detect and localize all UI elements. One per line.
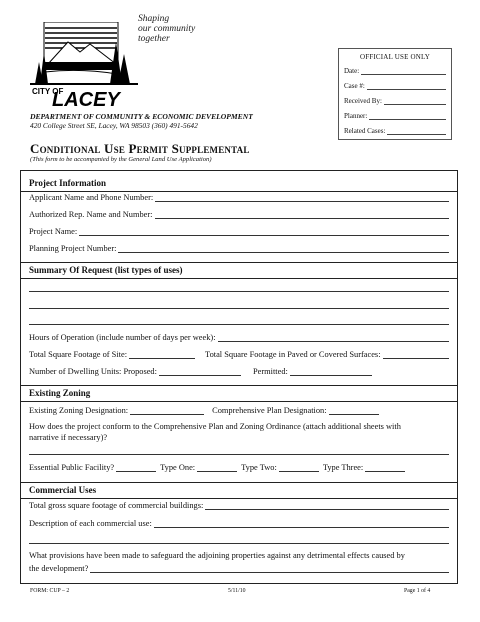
conform-question: How does the project conform to the Comprehensive Plan and Zoning Ordinance (attach additional sheets with — [29, 422, 401, 431]
sqft-paved-field[interactable] — [383, 350, 449, 359]
summary-line[interactable] — [29, 308, 449, 309]
official-use-box — [338, 48, 452, 140]
official-planner-field[interactable] — [369, 112, 446, 120]
logo-lacey: LACEY — [52, 89, 120, 108]
dwelling-proposed-field[interactable] — [159, 367, 241, 376]
section-summary-of-request: Summary Of Request (list types of uses) — [21, 262, 457, 279]
official-planner-row: Planner: — [344, 112, 446, 120]
applicant-field[interactable] — [155, 193, 449, 202]
provisions-field[interactable] — [90, 564, 449, 573]
hours-row: Hours of Operation (include number of days per week): — [29, 333, 449, 342]
essential-facility-row: Essential Public Facility? Type One: Type Two: Type Three: — [29, 463, 449, 472]
sqft-row: Total Square Footage of Site: Total Square Footage in Paved or Covered Surfaces: — [29, 350, 449, 359]
zoning-row: Existing Zoning Designation: Comprehensive Plan Designation: — [29, 406, 449, 415]
hours-field[interactable] — [218, 333, 449, 342]
type-three-field[interactable] — [365, 463, 405, 472]
section-project-information: Project Information — [21, 176, 457, 192]
provisions-question: What provisions have been made to safeguard the adjoining properties against any detrimental effects caused by — [29, 551, 405, 560]
zoning-designation-field[interactable] — [130, 406, 204, 415]
official-received-field[interactable] — [384, 97, 446, 105]
official-case-row: Case #: — [344, 82, 446, 90]
auth-rep-row: Authorized Rep. Name and Number: — [29, 210, 449, 219]
description-field[interactable] — [154, 519, 449, 528]
conform-answer-line[interactable] — [29, 454, 449, 455]
tagline — [138, 14, 195, 44]
tagline-line: Shaping — [138, 14, 170, 24]
dwelling-row: Number of Dwelling Units: Proposed: Permitted: — [29, 367, 449, 376]
page-subtitle: (This form to be accompanied by the General Land Use Application) — [30, 156, 212, 163]
official-use-header: OFFICIAL USE ONLY — [359, 53, 431, 61]
footer-date: 5/11/10 — [228, 588, 246, 594]
page-title: Conditional Use Permit Supplemental — [30, 141, 250, 156]
official-received-row: Received By: — [344, 97, 446, 105]
footer-page: Page 1 of 4 — [404, 588, 431, 594]
section-commercial-uses: Commercial Uses — [21, 482, 457, 499]
footer-form-id: FORM: CUP – 2 — [30, 588, 70, 594]
description-line[interactable] — [29, 543, 449, 544]
gross-sqft-field[interactable] — [205, 501, 449, 510]
logo-city-of: CITY OF — [32, 87, 64, 96]
sqft-site-field[interactable] — [129, 350, 195, 359]
official-case-field[interactable] — [367, 82, 446, 90]
department-name: DEPARTMENT OF COMMUNITY & ECONOMIC DEVELOPMENT — [30, 112, 253, 121]
description-row: Description of each commercial use: — [29, 519, 449, 528]
section-existing-zoning: Existing Zoning — [21, 385, 457, 402]
dwelling-permitted-field[interactable] — [290, 367, 372, 376]
official-related-row: Related Cases: — [344, 127, 446, 135]
project-name-field[interactable] — [79, 227, 449, 236]
project-name-row: Project Name: — [29, 227, 449, 236]
project-number-row: Planning Project Number: — [29, 244, 449, 253]
conform-question-cont: narrative if necessary)? — [29, 433, 108, 442]
official-date-field[interactable] — [361, 67, 446, 75]
comp-plan-field[interactable] — [329, 406, 379, 415]
type-two-field[interactable] — [279, 463, 319, 472]
project-number-field[interactable] — [118, 244, 449, 253]
type-one-field[interactable] — [197, 463, 237, 472]
official-related-field[interactable] — [387, 127, 446, 135]
gross-sqft-row: Total gross square footage of commercial buildings: — [29, 501, 449, 510]
auth-rep-field[interactable] — [155, 210, 450, 219]
department-address: 420 College Street SE, Lacey, WA 98503 (360) 491-5642 — [30, 121, 198, 130]
applicant-row: Applicant Name and Phone Number: — [29, 193, 449, 202]
permit-form — [20, 170, 458, 584]
summary-line[interactable] — [29, 291, 449, 292]
summary-line[interactable] — [29, 324, 449, 325]
tagline-line: our community — [138, 24, 196, 34]
city-of-lacey-logo — [30, 22, 138, 108]
provisions-row: the development? — [29, 564, 449, 573]
official-date-row: Date: — [344, 67, 446, 75]
lacey-mountain-logo-icon — [30, 22, 138, 108]
tagline-line: together — [138, 34, 170, 44]
essential-field[interactable] — [116, 463, 156, 472]
